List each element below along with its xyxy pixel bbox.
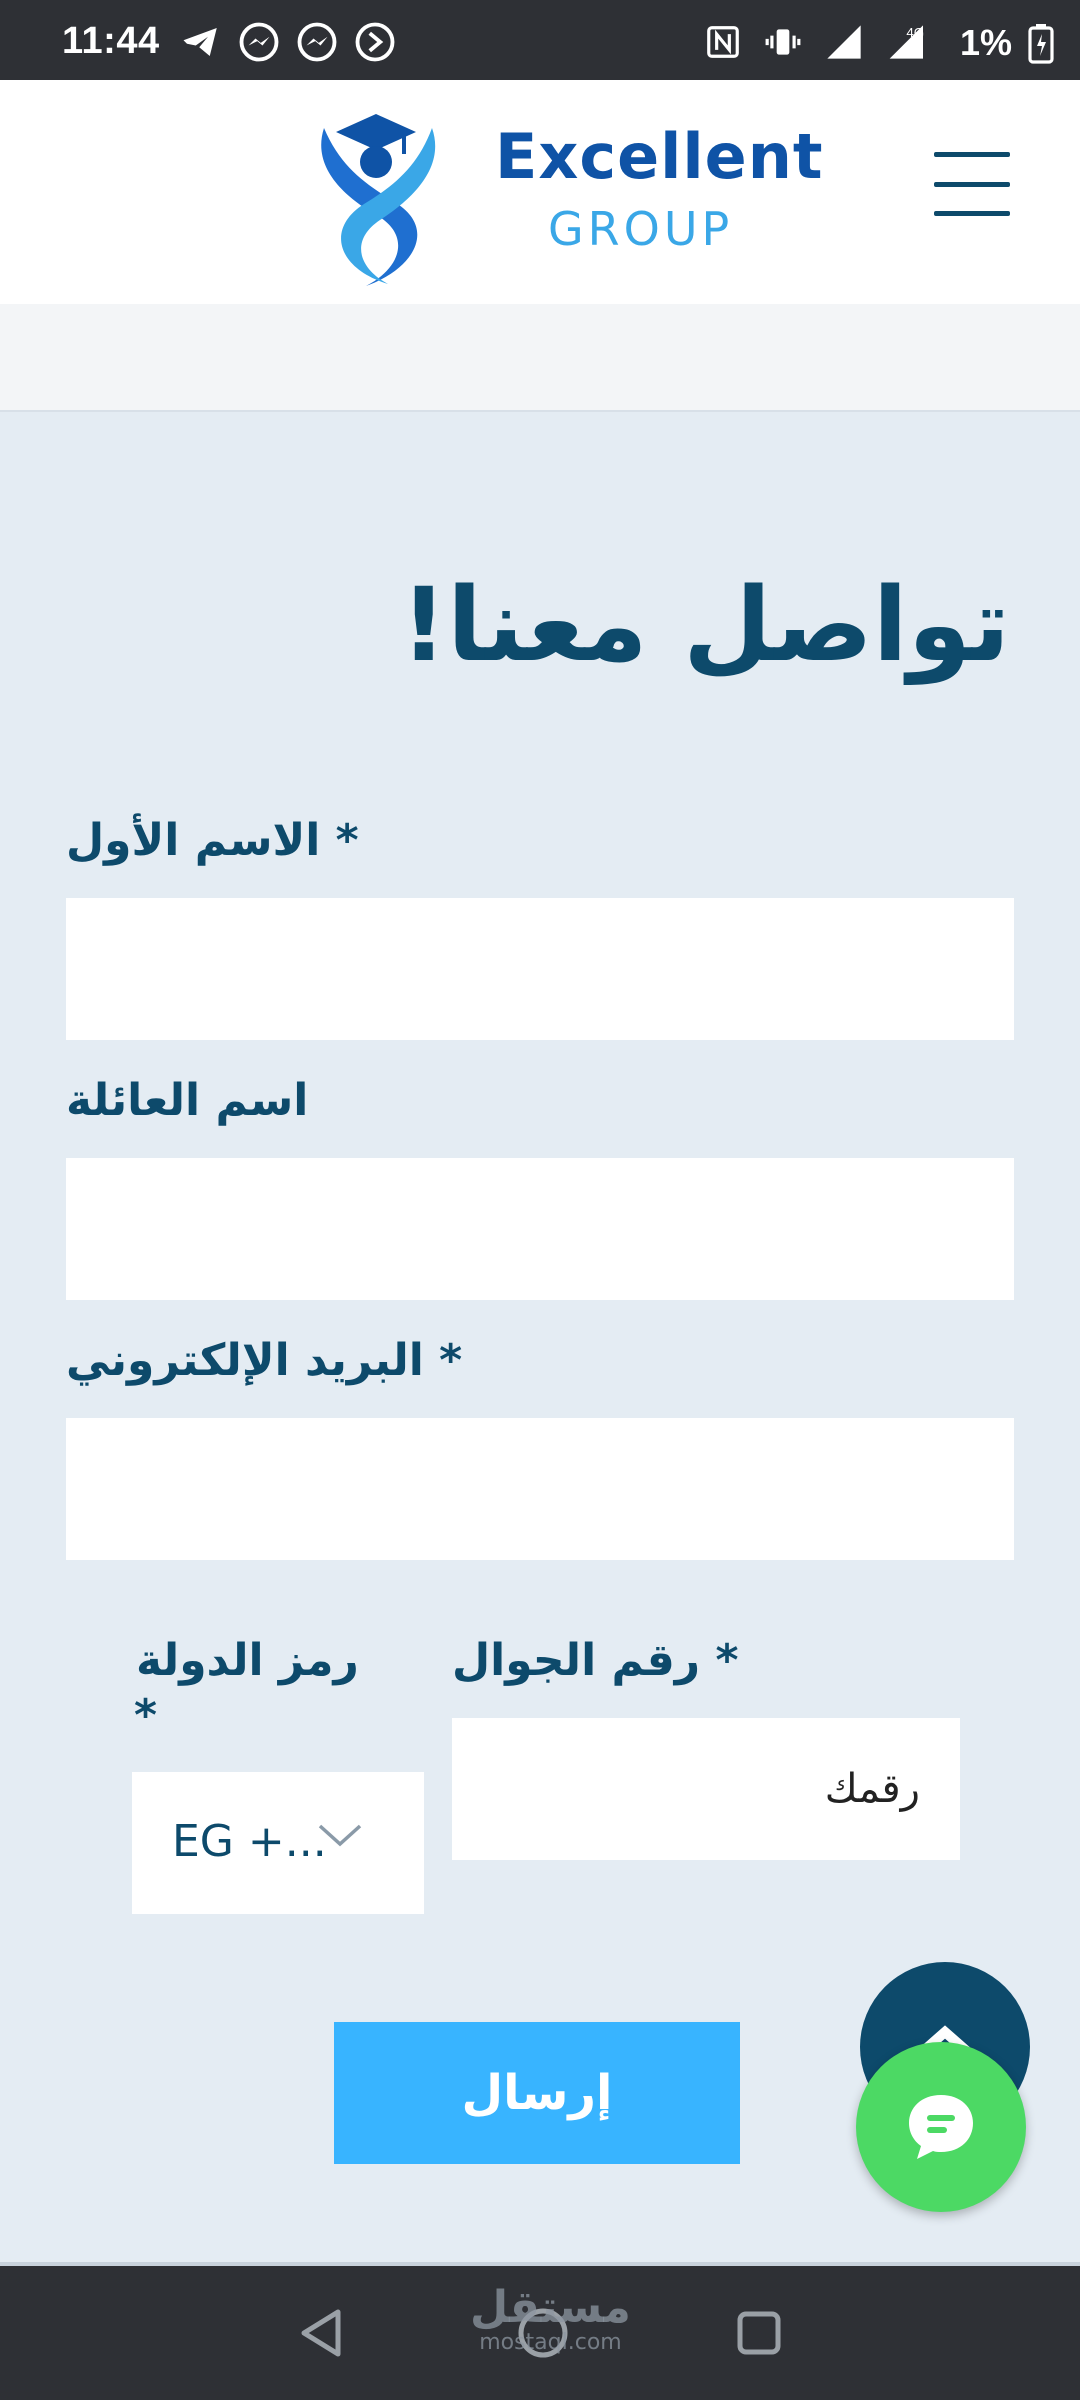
status-time: 11:44 [62, 20, 160, 62]
watermark [470, 2282, 631, 2355]
brand-name: Excellent [495, 120, 824, 193]
chevron-down-icon [316, 1820, 364, 1850]
phone-field[interactable] [452, 1718, 960, 1860]
hamburger-line [934, 211, 1010, 216]
data-saver-icon [354, 21, 396, 63]
page-title: تواصل معنا! [400, 566, 1010, 685]
country-code-required: * [134, 1690, 158, 1741]
back-icon[interactable] [296, 2306, 346, 2360]
first-name-field[interactable] [66, 898, 1014, 1040]
country-code-value: EG +... [172, 1816, 327, 1867]
first-name-label: * الاسم الأول [66, 815, 359, 866]
last-name-label: اسم العائلة [66, 1075, 309, 1126]
site-header [0, 80, 1080, 304]
logo-icon[interactable] [306, 108, 446, 288]
chat-bubble-icon [903, 2089, 979, 2165]
phone-label: * رقم الجوال [452, 1635, 739, 1686]
signal-roaming-icon [824, 22, 864, 62]
hamburger-line [934, 182, 1010, 187]
content-strip [0, 304, 1080, 412]
svg-text:4G: 4G [906, 25, 925, 40]
recents-icon[interactable] [736, 2310, 782, 2356]
battery-icon [1028, 22, 1054, 64]
messenger-icon-2 [296, 21, 338, 63]
country-code-label: رمز الدولة [136, 1635, 359, 1686]
email-label: * البريد الإلكتروني [66, 1335, 463, 1386]
status-bar [0, 0, 1080, 80]
country-code-select[interactable] [132, 1772, 424, 1914]
brand-subtitle: GROUP [548, 202, 734, 256]
menu-button[interactable] [934, 146, 1010, 222]
telegram-icon [180, 21, 222, 63]
signal-4g-icon [886, 22, 930, 62]
system-icons [704, 20, 930, 64]
nfc-icon [704, 23, 742, 61]
email-field[interactable] [66, 1418, 1014, 1560]
vibrate-icon [764, 23, 802, 61]
last-name-field[interactable] [66, 1158, 1014, 1300]
hamburger-line [934, 152, 1010, 157]
chat-button[interactable] [856, 2042, 1026, 2212]
submit-button[interactable]: إرسال [334, 2022, 740, 2164]
battery-percent: 1% [959, 22, 1012, 63]
notification-icons [180, 20, 396, 64]
watermark-arabic: مستقل [470, 2282, 631, 2333]
watermark-latin: mostaql.com [479, 2330, 622, 2355]
messenger-icon [238, 21, 280, 63]
